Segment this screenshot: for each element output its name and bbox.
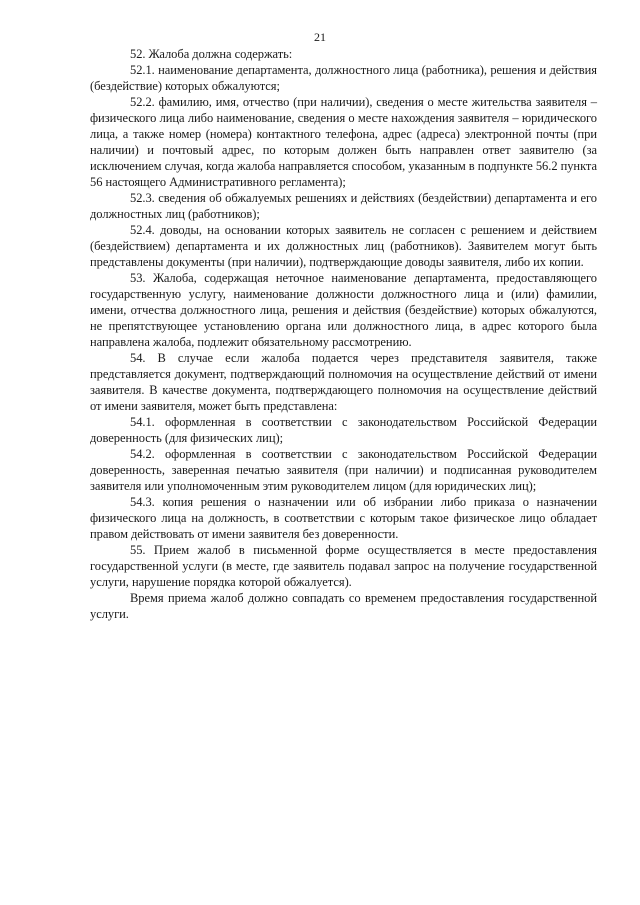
paragraph-54: 54. В случае если жалоба подается через представителя заявителя, также представляется документ, подтверждающий полномочия на осуществление действий от имени заявителя. В качестве документа, подтверждающего полномочия на осуществление действий от имени заявителя, может быть представлена: [90,351,597,413]
paragraph-52: 52. Жалоба должна содержать: [130,47,293,61]
paragraph-54-3: 54.3. копия решения о назначении или об избрании либо приказа о назначении физического лица на должность, в соответствии с которым такое физическое лицо обладает правом действовать от имени заявителя без доверенности. [90,495,597,541]
document-text-body [90,46,597,622]
paragraph-52-2: 52.2. фамилию, имя, отчество (при наличии), сведения о месте жительства заявителя – физического лица либо наименование, сведения о месте нахождения заявителя – юридического лица, а также номер (номера) контактного телефона, адрес (адреса) электронной почты (при наличии) и почтовый адрес, по которым должен быть направлен ответ заявителю (за исключением случая, когда жалоба направляется способом, указанным в подпункте 56.2 пункта 56 настоящего Административного регламента); [90,95,597,189]
paragraph-52-3: 52.3. сведения об обжалуемых решениях и действиях (бездействии) департамента и его должностных лиц (работников); [90,191,597,221]
paragraph-52-4: 52.4. доводы, на основании которых заявитель не согласен с решением и действием (бездействием) департамента и их должностных лиц (работников). Заявителем могут быть представлены документы (при наличии), подтверждающие доводы заявителя, либо их копии. [90,223,597,269]
paragraph-54-2: 54.2. оформленная в соответствии с законодательством Российской Федерации доверенность, заверенная печатью заявителя (при наличии) и подписанная руководителем заявителя или уполномоченным этим руководителем лицом (для юридических лиц); [90,447,597,493]
paragraph-55: 55. Прием жалоб в письменной форме осуществляется в месте предоставления государственной услуги (в месте, где заявитель подавал запрос на получение государственной услуги, нарушение порядка которой обжалуется). [90,543,597,589]
paragraph-52-1: 52.1. наименование департамента, должностного лица (работника), решения и действия (бездействие) которых обжалуются; [90,63,597,93]
page-number: 21 [314,30,326,44]
paragraph-54-1: 54.1. оформленная в соответствии с законодательством Российской Федерации доверенность (для физических лиц); [90,415,597,445]
paragraph-reception-time: Время приема жалоб должно совпадать со временем предоставления государственной услуги. [90,591,597,621]
paragraph-53: 53. Жалоба, содержащая неточное наименование департамента, предоставляющего государственную услугу, наименование должности должностного лица и (или) фамилии, имени, отчества должностного лица, решения и действия (бездействие) которых обжалуются, не препятствующее установлению органа или должностного лица, в адрес которого была направлена жалоба, подлежит обязательному рассмотрению. [90,271,597,349]
